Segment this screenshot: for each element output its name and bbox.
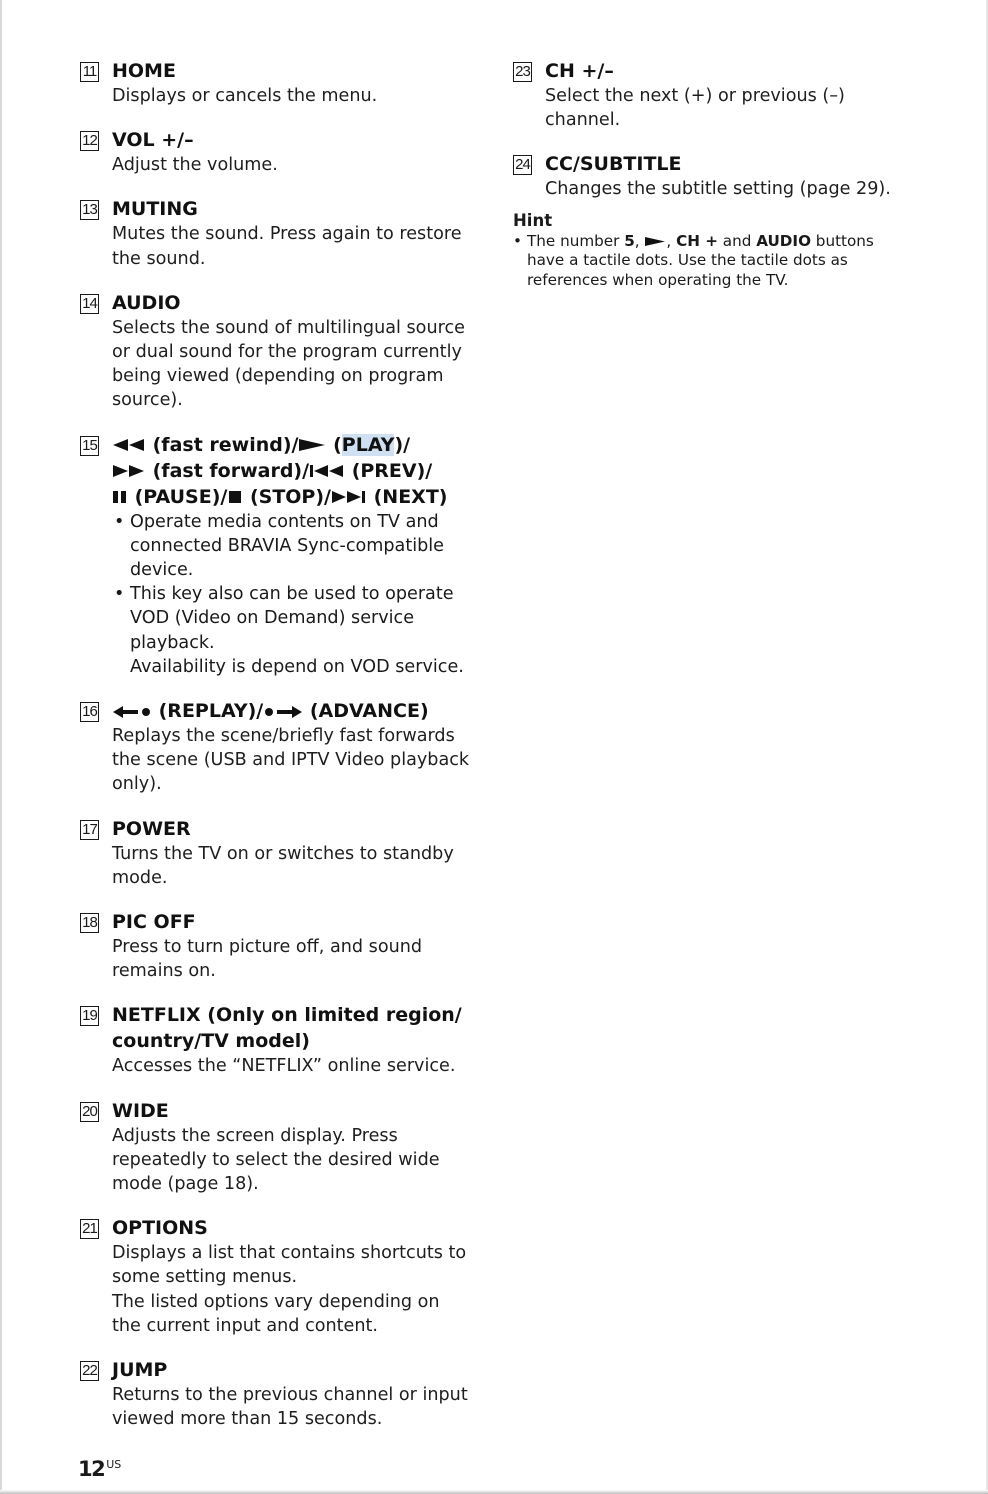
bullet: • [114, 584, 125, 605]
entry-options [80, 1215, 472, 1338]
item-title: HOME [112, 60, 176, 82]
item-title: (fast rewind)/ (PLAY)/ (fast forward)/ (PREV)/ (PAUSE)/ (STOP)/ (NEXT) [112, 432, 472, 510]
hint-bold-number: 5 [624, 231, 635, 250]
item-title: JUMP [112, 1359, 168, 1382]
item-title: POWER [112, 817, 191, 840]
entry-home [80, 58, 472, 108]
entry-wide [80, 1098, 472, 1197]
item-description: Mutes the sound. Press again to restore the sound. [112, 224, 462, 269]
play-icon [298, 438, 326, 452]
stop-icon [227, 490, 243, 504]
left-column [80, 58, 472, 1451]
prev-icon [309, 464, 345, 478]
entry-jump [80, 1357, 472, 1431]
list-item [112, 510, 472, 583]
item-description: Returns to the previous channel or input viewed more than 15 seconds. [112, 1385, 468, 1430]
item-description: Displays or cancels the menu. [112, 86, 378, 106]
replay-label: (REPLAY)/ [158, 700, 264, 723]
item-title: WIDE [112, 1099, 169, 1122]
item-number: 19 [80, 1006, 99, 1026]
hint-text-part: The number [527, 231, 625, 250]
item-title: AUDIO [112, 291, 181, 314]
rewind-label: (fast rewind)/ [152, 433, 299, 456]
item-description-extra: The listed options vary depending on the current input and content. [112, 1291, 440, 1336]
pause-icon [112, 490, 128, 504]
item-description: Select the next (+) or previous (–) channel. [545, 86, 845, 131]
item-title: NETFLIX (Only on limited region/ country/TV model) [112, 1004, 462, 1053]
play-label: PLAY [341, 433, 395, 456]
entry-netflix [80, 1002, 472, 1078]
item-number: 14 [80, 294, 99, 314]
list-item [112, 582, 472, 679]
item-number: 13 [80, 200, 99, 220]
item-description: Turns the TV on or switches to standby mode. [112, 843, 454, 888]
item-title: VOL +/– [112, 129, 194, 152]
item-description: Press to turn picture off, and sound remains on. [112, 937, 423, 982]
page-edge-left [0, 0, 2, 1494]
item-description: Displays a list that contains shortcuts to some setting menus. [112, 1243, 467, 1288]
item-title: CC/SUBTITLE [545, 153, 682, 176]
availability-note: Availability is depend on VOD service. [130, 656, 464, 677]
hint-text-part: and [717, 231, 757, 250]
item-number: 17 [80, 820, 99, 840]
right-column [513, 58, 898, 290]
entry-power [80, 816, 472, 890]
entry-ch [513, 58, 898, 132]
hint-text [513, 232, 898, 291]
item-description: Adjusts the screen display. Press repeatedly to select the desired wide mode (page 18). [112, 1125, 440, 1195]
advance-icon [263, 705, 303, 719]
item-description: Selects the sound of multilingual source or dual sound for the program currently being viewed (depending on program source). [112, 317, 465, 411]
fast-forward-icon [112, 464, 146, 478]
item-number: 23 [513, 62, 532, 82]
hint-text-part: , [634, 231, 645, 250]
play-icon [644, 236, 666, 247]
bullet: • [114, 511, 125, 532]
stop-label: (STOP)/ [249, 485, 331, 508]
item-number: 22 [80, 1361, 99, 1381]
entry-vol [80, 127, 472, 177]
hint-box [513, 210, 898, 291]
item-number: 11 [80, 62, 99, 82]
bullet-list [112, 510, 472, 679]
hint-title: Hint [513, 210, 553, 230]
item-title: MUTING [112, 198, 198, 221]
item-number: 12 [80, 131, 99, 151]
item-title [112, 698, 472, 724]
item-description: Accesses the “NETFLIX” online service. [112, 1056, 456, 1077]
item-description: Changes the subtitle setting (page 29). [545, 179, 891, 200]
prev-label: (PREV)/ [351, 459, 433, 482]
page-number [78, 1457, 121, 1481]
bullet-text: Operate media contents on TV and connected BRAVIA Sync-compatible device. [130, 511, 445, 581]
hint-text-part: , [666, 231, 677, 250]
item-number: 21 [80, 1219, 99, 1239]
page-region: US [106, 1458, 122, 1471]
page-number-value: 12 [78, 1457, 105, 1481]
hint-bold-audio: AUDIO [756, 231, 811, 250]
fast-forward-label: (fast forward)/ [152, 459, 310, 482]
entry-playback-keys [80, 432, 472, 679]
next-label: (NEXT) [373, 485, 448, 508]
entry-cc-subtitle [513, 151, 898, 201]
item-number: 16 [80, 702, 99, 722]
entry-muting [80, 196, 472, 270]
item-number: 18 [80, 913, 99, 933]
item-title: OPTIONS [112, 1217, 208, 1240]
item-number: 20 [80, 1102, 99, 1122]
item-number: 15 [80, 436, 99, 456]
item-title: PIC OFF [112, 911, 196, 934]
entry-pic-off [80, 909, 472, 983]
entry-replay-advance [80, 698, 472, 797]
item-description: Replays the scene/briefly fast forwards the scene (USB and IPTV Video playback only). [112, 726, 470, 795]
pause-label: (PAUSE)/ [134, 485, 228, 508]
hint-text-part: buttons have a tactile dots. Use the tactile dots as references when operating the TV. [527, 231, 874, 289]
bullet: • [513, 231, 522, 250]
bullet-text: This key also can be used to operate VOD (Video on Demand) service playback. [130, 584, 454, 653]
advance-label: (ADVANCE) [309, 700, 429, 723]
item-number: 24 [513, 155, 532, 175]
item-title: CH +/– [545, 60, 614, 82]
next-icon [331, 490, 367, 504]
replay-icon [112, 705, 152, 719]
entry-audio [80, 290, 472, 413]
hint-bold-ch: CH + [676, 231, 718, 250]
rewind-icon [112, 438, 146, 452]
page-edge-bottom [0, 1490, 988, 1494]
item-description: Adjust the volume. [112, 155, 278, 176]
